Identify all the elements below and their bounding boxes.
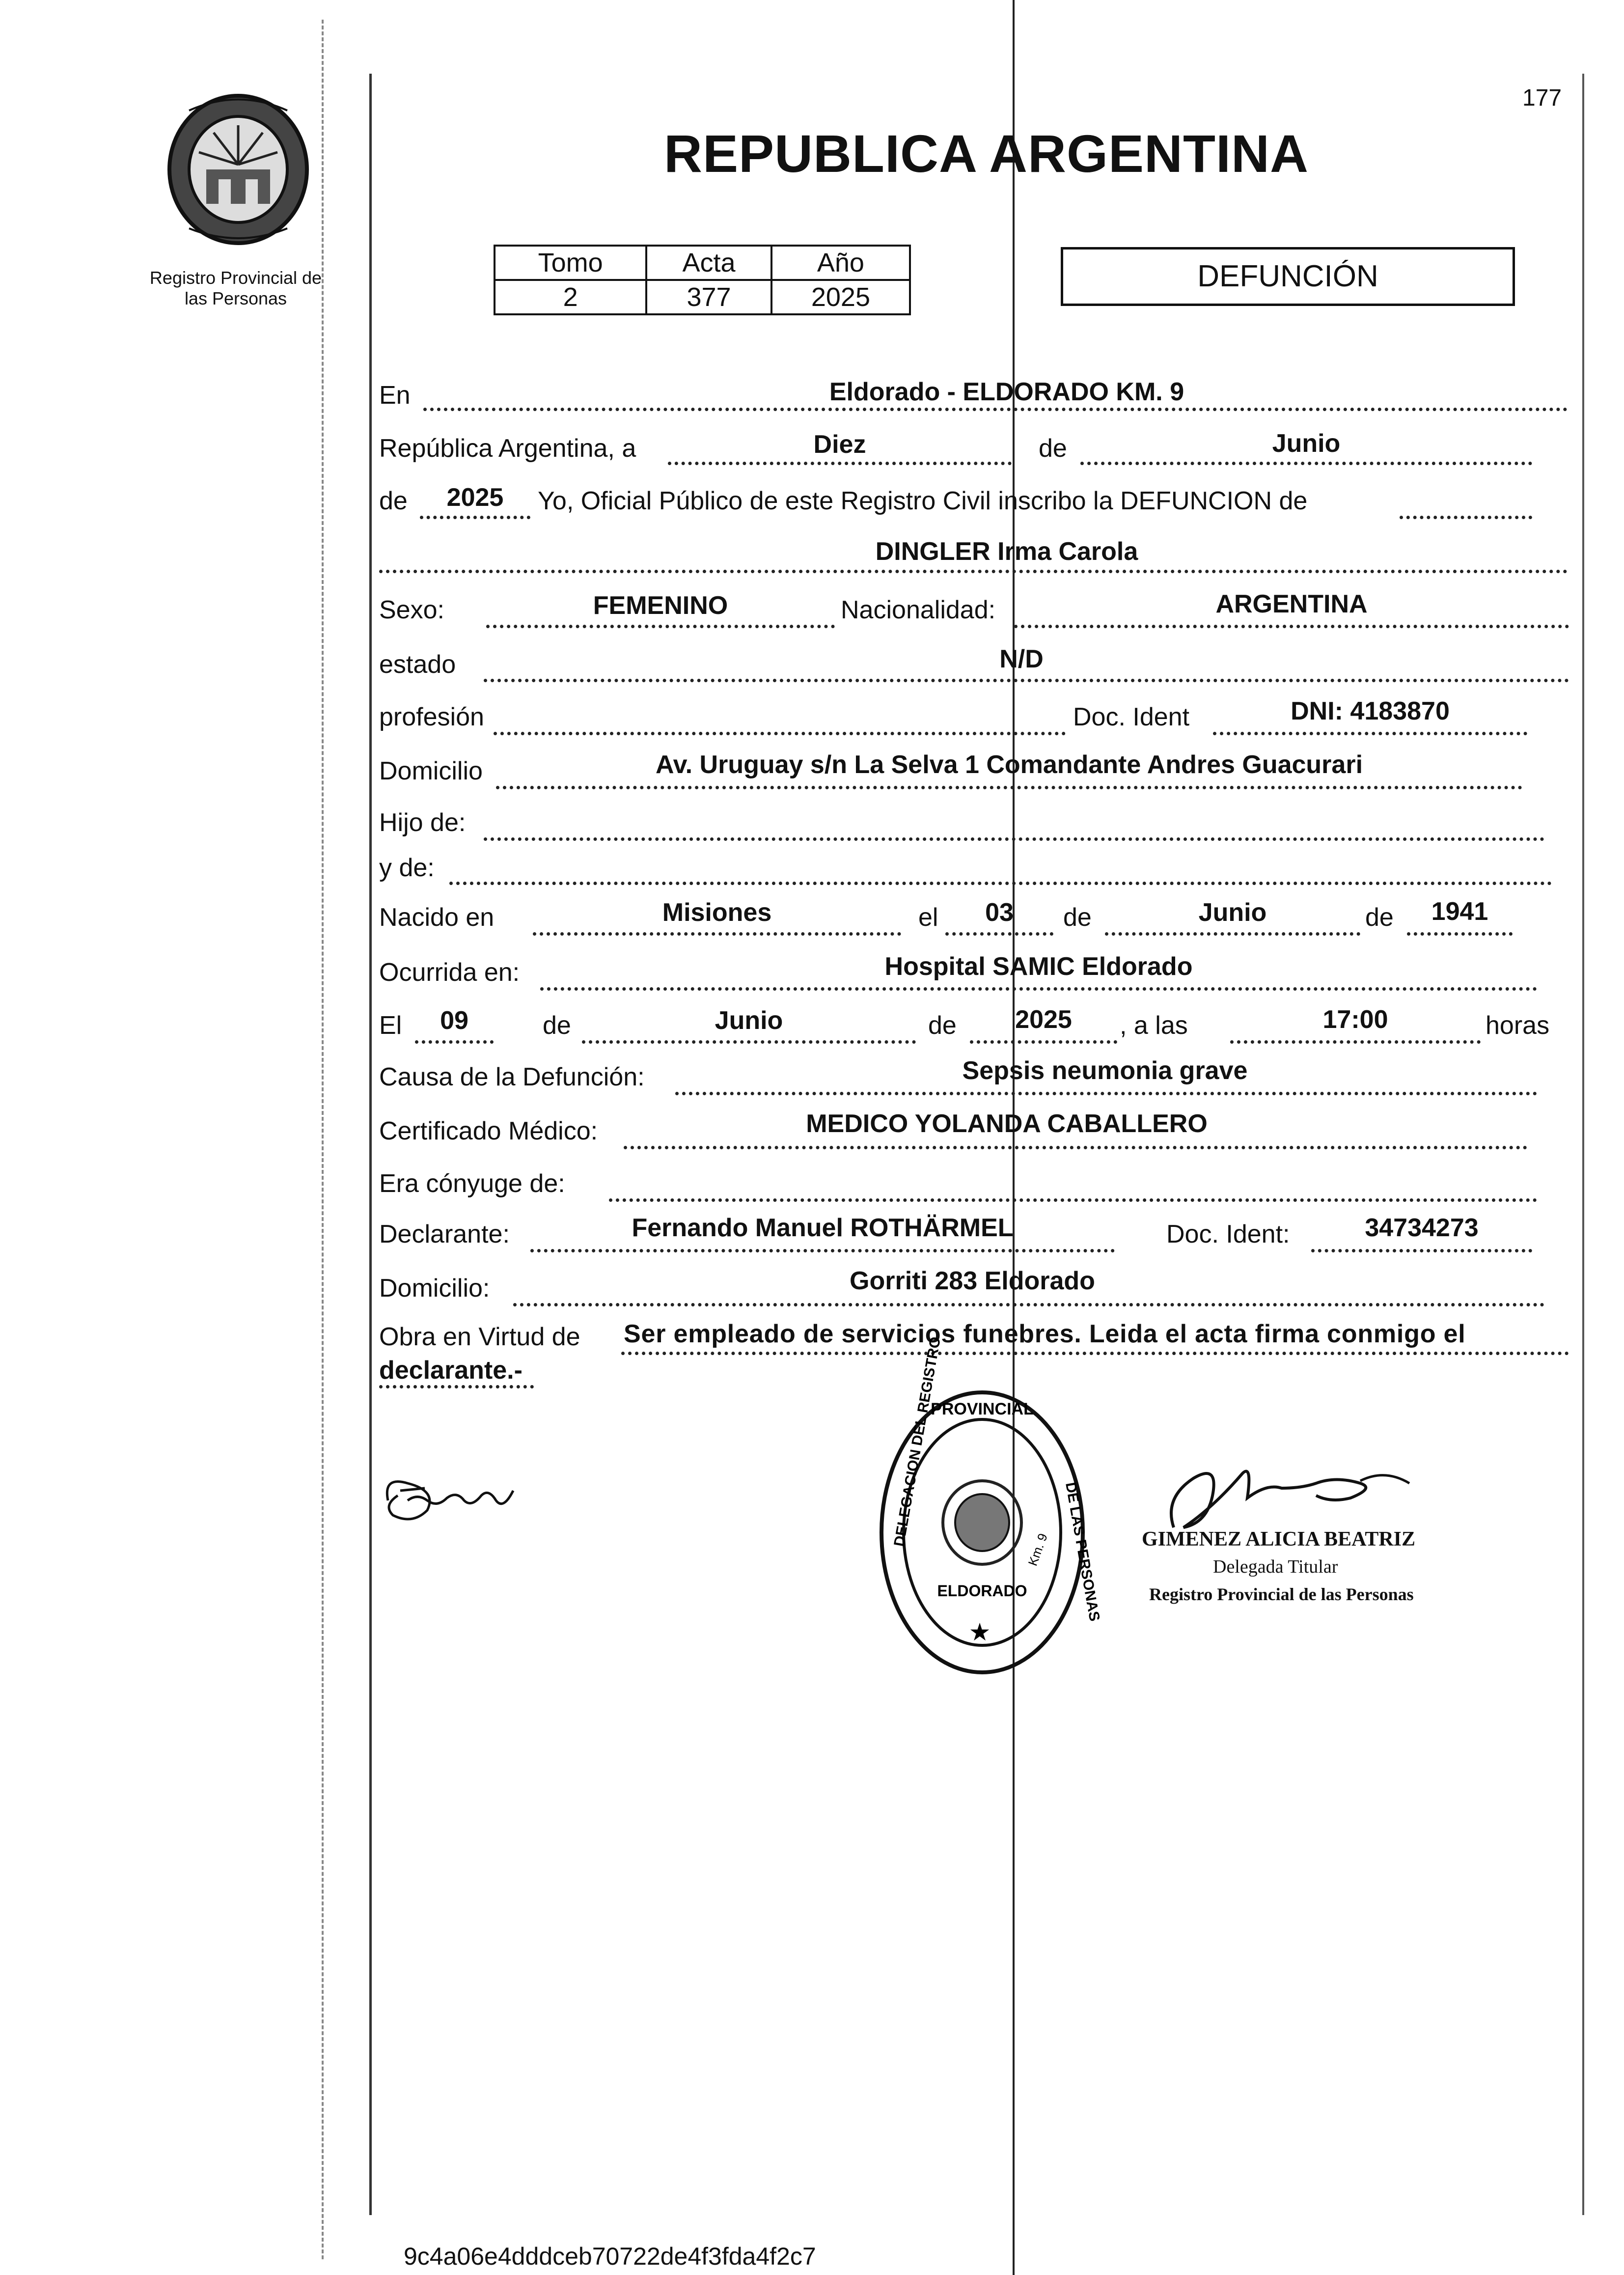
label-doc-ident: Doc. Ident: [1073, 703, 1190, 731]
value-nacido-lugar: Misiones: [662, 898, 772, 927]
label-horas: horas: [1486, 1011, 1550, 1040]
svg-text:ELDORADO: ELDORADO: [937, 1582, 1027, 1600]
dots-certificado: [624, 1146, 1527, 1149]
reference-value-row: [495, 280, 910, 314]
dots-doc-ident: [1213, 732, 1527, 735]
svg-text:DELEGACION DEL REGISTRO: DELEGACION DEL REGISTRO: [891, 1335, 944, 1548]
value-ocurrida-en: Hospital SAMIC Eldorado: [884, 952, 1193, 981]
dots-fallec-mes: [582, 1040, 916, 1044]
dots-fallec-dia: [415, 1040, 494, 1044]
binding-line: [322, 20, 324, 2259]
value-declarante: Fernando Manuel ROTHÄRMEL: [632, 1214, 1014, 1242]
value-nacionalidad: ARGENTINA: [1215, 590, 1368, 618]
label-de-mes: de: [1039, 434, 1067, 463]
dots-declarante: [530, 1249, 1115, 1252]
page-title: REPUBLICA ARGENTINA: [664, 124, 1309, 183]
value-certificado: MEDICO YOLANDA CABALLERO: [806, 1110, 1208, 1138]
value-fallec-dia: 09: [440, 1006, 468, 1035]
label-nacido-de-anio: de: [1365, 903, 1394, 932]
official-role: Delegada Titular: [1213, 1556, 1338, 1577]
registry-caption: [123, 268, 349, 309]
value-domicilio: Av. Uruguay s/n La Selva 1 Comandante Andres Guacurari: [655, 750, 1363, 779]
label-obra: Obra en Virtud de: [379, 1323, 580, 1351]
label-ocurrida-en: Ocurrida en:: [379, 958, 520, 987]
value-sexo: FEMENINO: [593, 591, 728, 620]
header-anio: Año: [771, 246, 910, 280]
dots-hijo-de: [484, 837, 1544, 841]
label-estado: estado: [379, 650, 456, 679]
registry-line-2: las Personas: [184, 288, 287, 308]
value-nacido-anio: 1941: [1431, 897, 1488, 926]
value-tomo: 2: [495, 280, 646, 314]
registry-line-1: Registro Provincial de: [149, 268, 322, 288]
label-a-las: , a las: [1120, 1011, 1188, 1040]
dots-fallec-anio: [970, 1040, 1117, 1044]
page-number: 177: [1522, 85, 1562, 111]
label-nacido-en: Nacido en: [379, 903, 495, 932]
left-margin-line: [369, 74, 372, 2215]
label-profesion: profesión: [379, 703, 484, 731]
label-nacido-el: el: [918, 903, 938, 932]
label-domicilio: Domicilio: [379, 757, 483, 785]
official-office: Registro Provincial de las Personas: [1149, 1584, 1414, 1604]
label-declarante: Declarante:: [379, 1220, 510, 1248]
dots-declarante-domicilio: [513, 1303, 1544, 1306]
label-el-fecha: El: [379, 1011, 402, 1040]
label-fallec-de-anio: de: [928, 1011, 957, 1040]
label-sexo: Sexo:: [379, 596, 444, 624]
dots-nacido-lugar: [533, 932, 901, 936]
value-causa: Sepsis neumonia grave: [962, 1056, 1248, 1085]
header-tomo: Tomo: [495, 246, 646, 280]
value-nombre: DINGLER Irma Carola: [875, 537, 1138, 566]
value-acta: 377: [646, 280, 771, 314]
footer-hash: 9c4a06e4dddceb70722de4f3fda4f2c7: [404, 2243, 816, 2270]
dots-ocurrida-en: [540, 987, 1537, 991]
provincia-misiones-seal-logo: [160, 91, 317, 248]
dots-profesion: [494, 732, 1066, 735]
dots-declarante-doc: [1311, 1249, 1532, 1252]
value-obra-line-2: declarante.-: [379, 1356, 523, 1385]
dots-lugar: [423, 408, 1568, 411]
value-fallec-hora: 17:00: [1322, 1005, 1388, 1034]
svg-text:Km. 9: Km. 9: [1025, 1531, 1050, 1568]
value-dia: Diez: [813, 430, 866, 459]
dots-conyuge: [609, 1198, 1537, 1202]
dots-nacido-dia: [945, 932, 1053, 936]
dots-inscribo: [1400, 516, 1532, 519]
label-yo-inscribo: Yo, Oficial Público de este Registro Civil inscribo la DEFUNCION de: [538, 487, 1308, 515]
value-estado: N/D: [999, 645, 1044, 673]
svg-text:PROVINCIAL: PROVINCIAL: [931, 1400, 1034, 1418]
dots-dia: [668, 462, 1012, 465]
dots-nacido-anio: [1407, 932, 1513, 936]
label-hijo-de: Hijo de:: [379, 808, 466, 837]
value-fallec-mes: Junio: [715, 1006, 783, 1035]
value-nacido-dia: 03: [985, 898, 1014, 927]
label-republica: República Argentina, a: [379, 434, 636, 463]
right-margin-line: [1582, 74, 1584, 2215]
dots-causa: [675, 1092, 1537, 1095]
label-conyuge: Era cónyuge de:: [379, 1169, 565, 1198]
value-lugar: Eldorado - ELDORADO KM. 9: [829, 378, 1184, 406]
value-anio: 2025: [446, 483, 504, 512]
dots-anio: [420, 516, 530, 519]
label-nacionalidad: Nacionalidad:: [841, 596, 996, 624]
label-en: En: [379, 381, 411, 410]
value-declarante-domicilio: Gorriti 283 Eldorado: [850, 1267, 1095, 1295]
dots-obra-2: [379, 1385, 534, 1388]
label-de-anio: de: [379, 487, 408, 515]
dots-sexo: [486, 625, 835, 628]
value-declarante-doc: 34734273: [1365, 1214, 1479, 1242]
svg-text:★: ★: [968, 1618, 991, 1646]
label-declarante-doc: Doc. Ident:: [1166, 1220, 1290, 1248]
value-obra-line-1: Ser empleado de servicios funebres. Leida el acta firma conmigo el: [624, 1320, 1466, 1348]
header-acta: Acta: [646, 246, 771, 280]
label-nacido-de-mes: de: [1063, 903, 1092, 932]
dots-nacido-mes: [1105, 932, 1360, 936]
value-fallec-anio: 2025: [1015, 1005, 1072, 1034]
value-nacido-mes: Junio: [1198, 898, 1267, 927]
svg-text:DE LAS PERSONAS: DE LAS PERSONAS: [1062, 1481, 1103, 1623]
dots-obra-1: [621, 1352, 1569, 1355]
dots-estado: [484, 679, 1569, 682]
document-type-box: DEFUNCIÓN: [1061, 247, 1515, 306]
declarant-signature: [378, 1466, 525, 1530]
label-y-de: y de:: [379, 854, 435, 882]
value-doc-ident: DNI: 4183870: [1291, 697, 1450, 725]
reference-table: [494, 245, 911, 315]
official-stamp: [874, 1335, 1103, 1680]
official-name: GIMENEZ ALICIA BEATRIZ: [1142, 1528, 1416, 1551]
reference-header-row: [495, 246, 910, 280]
dots-nombre: [379, 570, 1568, 573]
label-certificado: Certificado Médico:: [379, 1117, 598, 1145]
label-fallec-de-mes: de: [543, 1011, 571, 1040]
dots-mes: [1080, 462, 1532, 465]
dots-y-de: [449, 882, 1552, 885]
dots-nacionalidad: [1014, 625, 1569, 628]
value-anio: 2025: [771, 280, 910, 314]
dots-fallec-hora: [1230, 1040, 1481, 1044]
label-declarante-domicilio: Domicilio:: [379, 1274, 490, 1303]
value-mes: Junio: [1272, 429, 1341, 458]
label-causa: Causa de la Defunción:: [379, 1063, 645, 1091]
dots-domicilio: [496, 786, 1522, 789]
